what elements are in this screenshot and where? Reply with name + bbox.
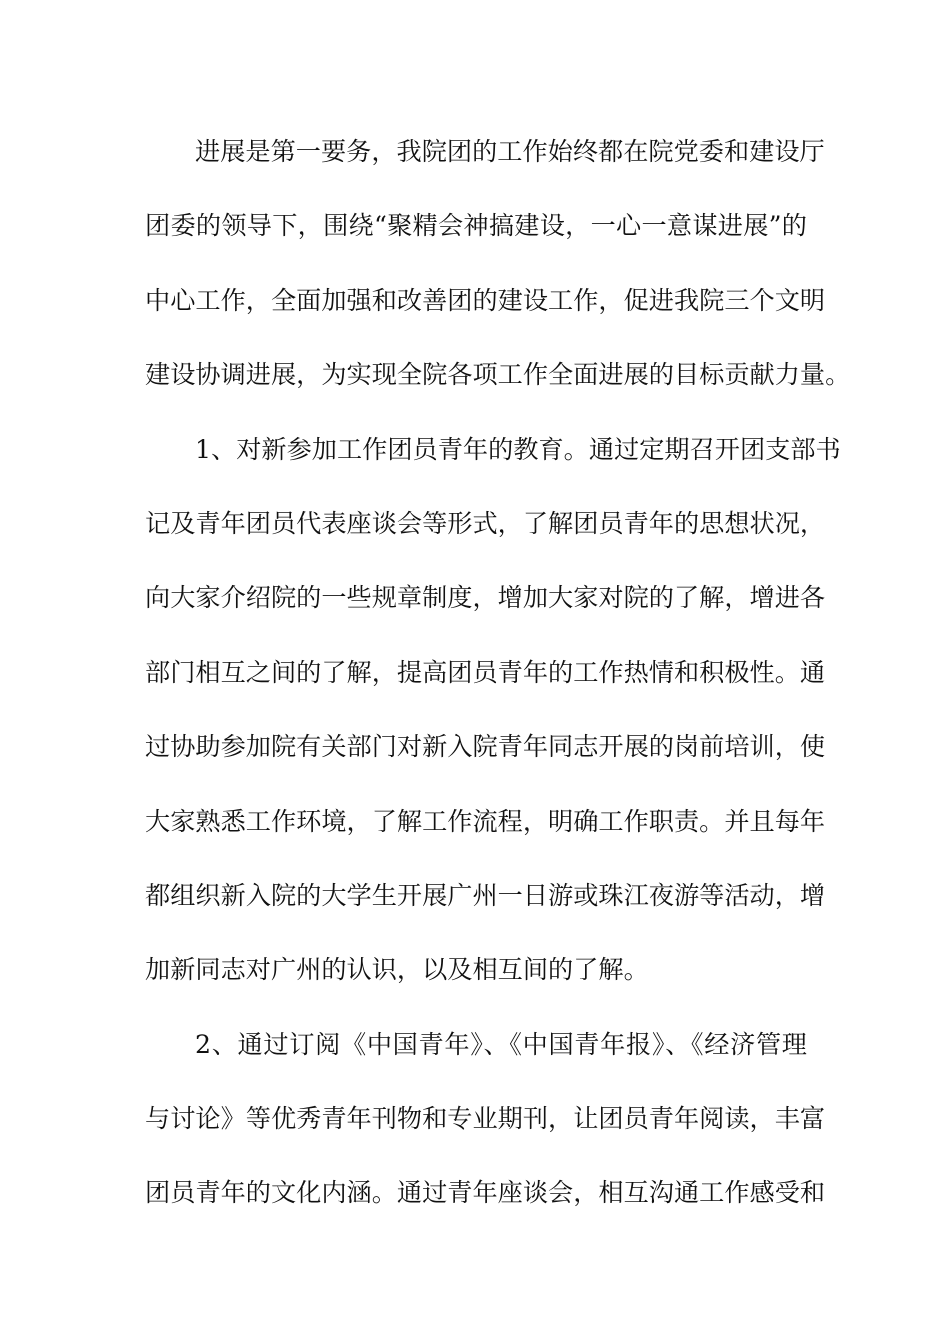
text-line: 加新同志对广州的认识，以及相互间的了解。 xyxy=(145,955,649,985)
text-line: 大家熟悉工作环境，了解工作流程，明确工作职责。并且每年 xyxy=(145,806,826,836)
text-line: 与讨论》等优秀青年刊物和专业期刊，让团员青年阅读，丰富 xyxy=(145,1104,826,1134)
text-line: 记及青年团员代表座谈会等形式，了解团员青年的思想状况， xyxy=(145,508,826,538)
text-line: 1、对新参加工作团员青年的教育。通过定期召开团支部书 xyxy=(195,434,841,464)
text-line: 进展是第一要务，我院团的工作始终都在院党委和建设厅 xyxy=(195,137,825,166)
text-line: 过协助参加院有关部门对新入院青年同志开展的岗前培训，使 xyxy=(145,732,826,762)
text-line: 团委的领导下，围绕“聚精会神搞建设，一心一意谋进展”的 xyxy=(145,211,807,241)
text-line: 部门相互之间的了解，提高团员青年的工作热情和积极性。通 xyxy=(145,657,826,687)
text-line: 向大家介绍院的一些规章制度，增加大家对院的了解，增进各 xyxy=(145,583,826,613)
text-line: 中心工作，全面加强和改善团的建设工作，促进我院三个文明 xyxy=(145,285,826,315)
text-line: 团员青年的文化内涵。通过青年座谈会，相互沟通工作感受和 xyxy=(145,1178,826,1208)
text-line: 都组织新入院的大学生开展广州一日游或珠江夜游等活动，增 xyxy=(145,880,826,910)
paragraph-intro xyxy=(145,129,851,427)
text-line: 建设协调进展，为实现全院各项工作全面进展的目标贡献力量。 xyxy=(145,360,851,390)
paragraph-item-2 xyxy=(145,1022,826,1245)
text-line: 2、通过订阅《中国青年》、《中国青年报》、《经济管理 xyxy=(195,1029,807,1059)
paragraph-item-1 xyxy=(145,427,841,1022)
document-body xyxy=(145,129,851,1245)
